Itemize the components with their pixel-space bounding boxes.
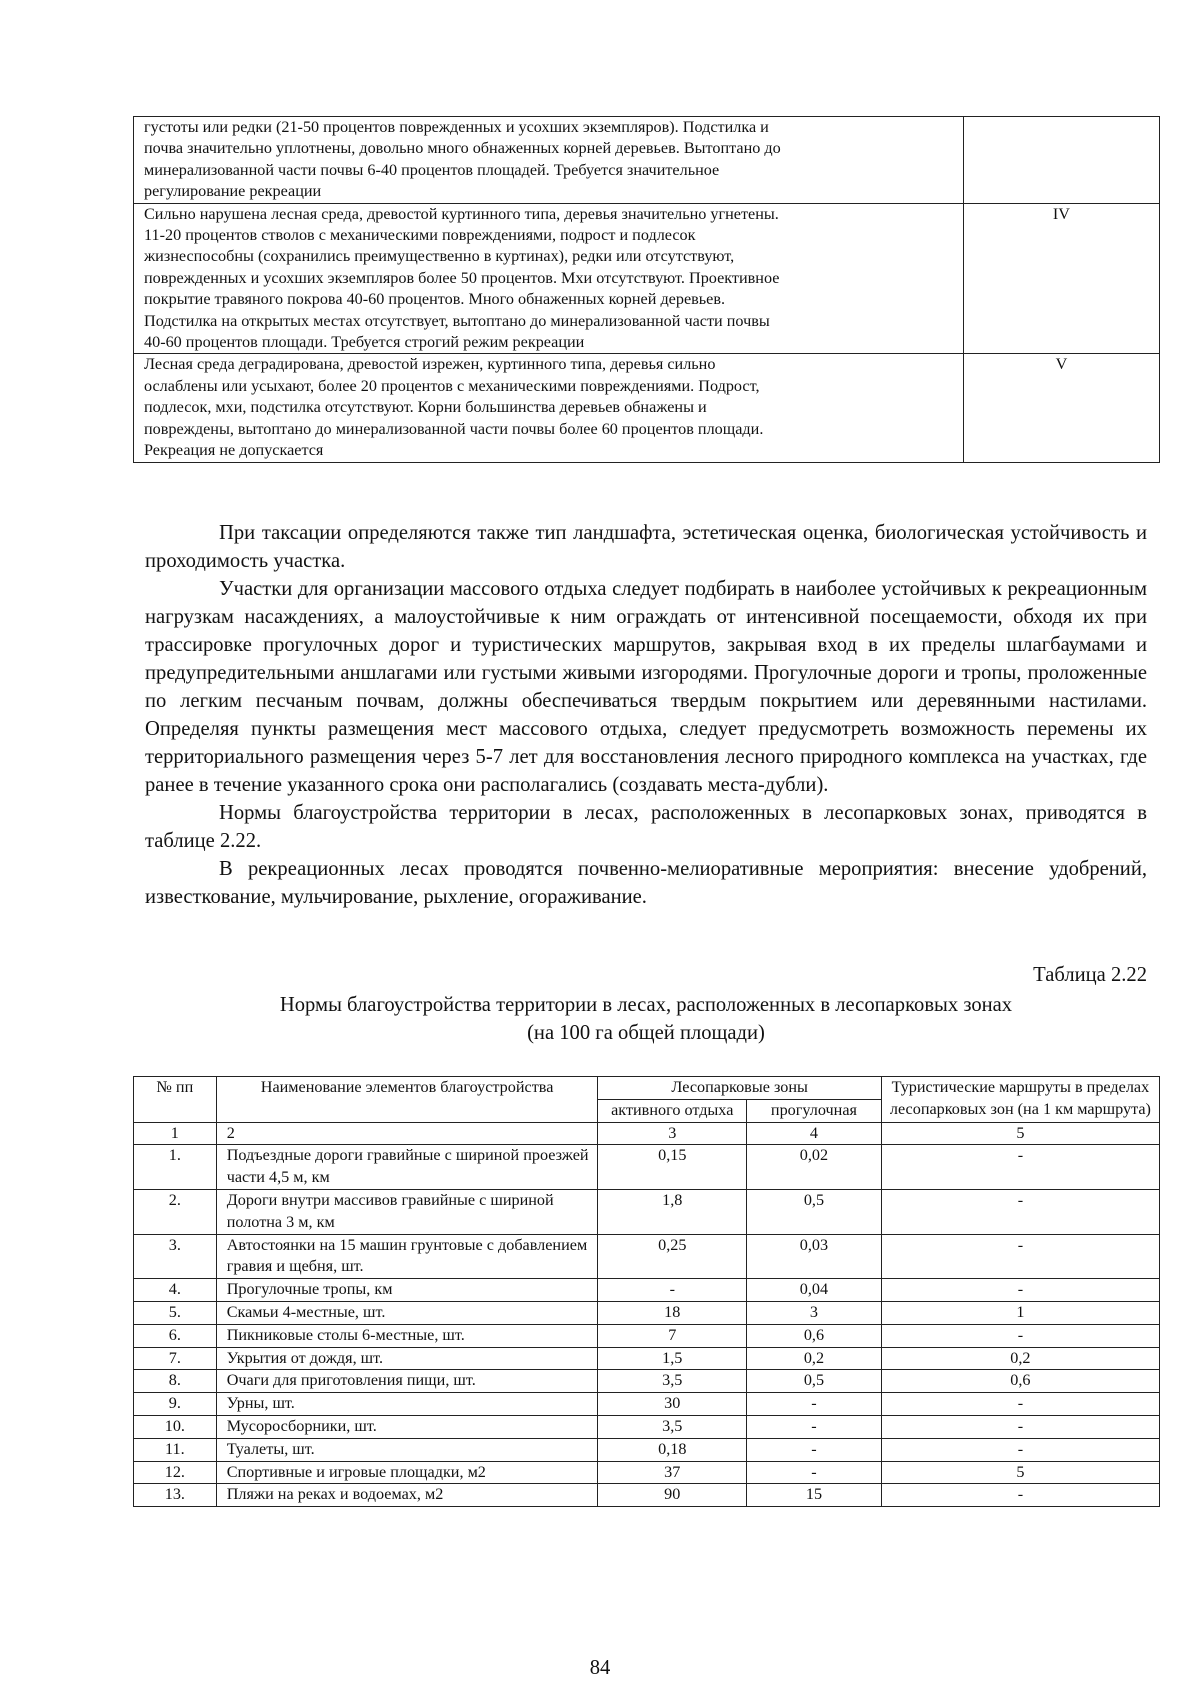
description-line: повреждены, вытоптано до минерализованной части почвы более 60 процентов площади. [144,419,764,438]
description-line: 11-20 процентов стволов с механическими повреждениями, подрост и подлесок [144,226,696,245]
table-row [134,1145,1160,1190]
row-name: Пляжи на реках и водоемах, м2 [216,1484,598,1507]
row-active: 30 [598,1393,747,1416]
row-walking: 0,03 [747,1234,882,1279]
row-name: Прогулочные тропы, км [216,1279,598,1302]
table-row [134,1324,1160,1347]
row-active: 3,5 [598,1370,747,1393]
row-tourist: - [881,1484,1159,1507]
row-number: 7. [134,1347,217,1370]
row-walking: 0,6 [747,1324,882,1347]
class-value: V [963,354,1159,462]
index-cell: 5 [881,1122,1159,1145]
description-line: Лесная среда деградирована, древостой изрежен, куртинного типа, деревья сильно [144,355,716,374]
norms-table-header [134,1077,1160,1123]
norms-table-body [134,1122,1160,1507]
description-line: густоты или редки (21-50 процентов поврежденных и усохших экземпляров). Подстилка и [144,118,769,136]
index-cell: 2 [216,1122,598,1145]
row-walking: - [747,1393,882,1416]
description-line: минерализованной части почвы 6-40 процентов площадей. Требуется значительное [144,160,720,179]
row-name: Укрытия от дождя, шт. [216,1347,598,1370]
row-walking: 15 [747,1484,882,1507]
table-title [145,991,1147,1047]
row-tourist: - [881,1438,1159,1461]
row-tourist: 1 [881,1301,1159,1324]
class-description [134,117,964,204]
row-tourist: - [881,1189,1159,1234]
description-line: ослаблены или усыхают, более 20 процентов с механическими повреждениями. Подрост, [144,376,760,395]
row-name: Урны, шт. [216,1393,598,1416]
row-tourist: 5 [881,1461,1159,1484]
row-tourist: 0,6 [881,1370,1159,1393]
row-name: Подъездные дороги гравийные с шириной проезжей части 4,5 м, км [216,1145,598,1190]
row-number: 1. [134,1145,217,1190]
header-num: № пп [134,1077,217,1123]
row-name: Очаги для приготовления пищи, шт. [216,1370,598,1393]
row-name: Спортивные и игровые площадки, м2 [216,1461,598,1484]
description-line: регулирование рекреации [144,182,322,201]
paragraph: При таксации определяются также тип ландшафта, эстетическая оценка, биологическая устойчивость и проходимость участка. [145,522,1147,572]
table-row [134,1234,1160,1279]
row-tourist: - [881,1324,1159,1347]
table-row [134,1461,1160,1484]
paragraph: Участки для организации массового отдыха следует подбирать в наиболее устойчивых к рекреационным нагрузкам насаждениях, а малоустойчивые к ним ограждать от интенсивной посещаемости, обходя их при трассировке прогулочных дорог и туристических маршрутов, закрывая вход в их пределы шлагбаумами и предупредительными аншлагами или густыми живыми изгородями. Прогулочные дороги и тропы, проложенные по легким песчаным почвам, должны обеспечиваться твердым покрытием или деревянными настилами. Определяя пункты размещения мест массового отдыха, следует предусмотреть возможность перемены их территориального размещения через 5-7 лет для восстановления лесного природного комплекса на участках, где ранее в течение указанного срока они располагались (создавать места-дубли). [145,578,1147,796]
row-tourist: 0,2 [881,1347,1159,1370]
body-text [145,519,1147,911]
row-name: Пикниковые столы 6-местные, шт. [216,1324,598,1347]
class-value: IV [963,203,1159,354]
description-line: поврежденных и усохших экземпляров более 50 процентов. Мхи отсутствуют. Проективное [144,268,780,287]
row-active: 1,8 [598,1189,747,1234]
row-active: - [598,1279,747,1302]
header-walking: прогулочная [747,1099,882,1122]
header-name: Наименование элементов благоустройства [216,1077,598,1123]
row-walking: 0,04 [747,1279,882,1302]
row-number: 3. [134,1234,217,1279]
page-number: 84 [589,1657,611,1679]
table-row [134,1484,1160,1507]
row-walking: - [747,1415,882,1438]
row-walking: 3 [747,1301,882,1324]
description-line: покрытие травяного покрова 40-60 процентов. Много обнаженных корней деревьев. [144,290,726,309]
description-line: Подстилка на открытых местах отсутствует, вытоптано до минерализованной части почвы [144,311,770,330]
row-active: 7 [598,1324,747,1347]
row-number: 6. [134,1324,217,1347]
row-walking: 0,2 [747,1347,882,1370]
table-title-line: Нормы благоустройства территории в лесах, расположенных в лесопарковых зонах [279,994,1013,1016]
index-cell: 1 [134,1122,217,1145]
row-active: 0,25 [598,1234,747,1279]
table-row [134,1415,1160,1438]
row-active: 1,5 [598,1347,747,1370]
row-walking: 0,5 [747,1189,882,1234]
row-walking: 0,02 [747,1145,882,1190]
row-walking: 0,5 [747,1370,882,1393]
row-name: Дороги внутри массивов гравийные с шириной полотна 3 м, км [216,1189,598,1234]
row-walking: - [747,1461,882,1484]
description-line: 40-60 процентов площади. Требуется строгий режим рекреации [144,333,585,352]
row-tourist: - [881,1415,1159,1438]
norms-table [133,1076,1160,1507]
table-row [134,1279,1160,1302]
row-name: Туалеты, шт. [216,1438,598,1461]
table-row [134,1347,1160,1370]
paragraph: Нормы благоустройства территории в лесах, расположенных в лесопарковых зонах, приводятся в таблице 2.22. [145,802,1147,852]
row-number: 2. [134,1189,217,1234]
index-cell: 3 [598,1122,747,1145]
class-value [963,117,1159,204]
header-tourist: Туристические маршруты в пределах лесопарковых зон (на 1 км маршрута) [881,1077,1159,1123]
table-row [134,1189,1160,1234]
table-title-subline: (на 100 га общей площади) [527,1022,765,1044]
row-number: 11. [134,1438,217,1461]
class-row [134,203,1160,354]
row-active: 90 [598,1484,747,1507]
class-row [134,354,1160,462]
row-walking: - [747,1438,882,1461]
row-number: 12. [134,1461,217,1484]
row-name: Автостоянки на 15 машин грунтовые с добавлением гравия и щебня, шт. [216,1234,598,1279]
row-name: Скамьи 4-местные, шт. [216,1301,598,1324]
row-tourist: - [881,1145,1159,1190]
row-tourist: - [881,1279,1159,1302]
index-cell: 4 [747,1122,882,1145]
recreation-classes-body [134,117,1160,463]
class-row [134,117,1160,204]
header-zones: Лесопарковые зоны [598,1077,881,1100]
row-number: 13. [134,1484,217,1507]
index-row [134,1122,1160,1145]
row-number: 4. [134,1279,217,1302]
paragraph: В рекреационных лесах проводятся почвенно-мелиоративные мероприятия: внесение удобрений, известкование, мульчирование, рыхление, огораживание. [145,858,1147,908]
table-row [134,1438,1160,1461]
table-row [134,1301,1160,1324]
row-tourist: - [881,1234,1159,1279]
row-number: 5. [134,1301,217,1324]
row-active: 37 [598,1461,747,1484]
header-active: активного отдыха [598,1099,747,1122]
row-active: 3,5 [598,1415,747,1438]
class-description [134,203,964,354]
class-description [134,354,964,462]
description-line: Сильно нарушена лесная среда, древостой куртинного типа, деревья значительно угнетены. [144,204,779,223]
row-number: 8. [134,1370,217,1393]
row-number: 10. [134,1415,217,1438]
row-tourist: - [881,1393,1159,1416]
row-active: 0,18 [598,1438,747,1461]
description-line: подлесок, мхи, подстилка отсутствуют. Корни большинства деревьев обнажены и [144,398,707,417]
description-line: Рекреация не допускается [144,441,324,460]
table-row [134,1393,1160,1416]
table-row [134,1370,1160,1393]
row-active: 18 [598,1301,747,1324]
description-line: почва значительно уплотнены, довольно много обнаженных корней деревьев. Вытоптано до [144,139,781,158]
description-line: жизнеспособны (сохранились преимущественно в куртинах), редки или отсутствуют, [144,247,735,266]
table-number: Таблица 2.22 [1033,964,1147,986]
recreation-classes-table [133,116,1160,463]
row-active: 0,15 [598,1145,747,1190]
row-name: Мусоросборники, шт. [216,1415,598,1438]
row-number: 9. [134,1393,217,1416]
